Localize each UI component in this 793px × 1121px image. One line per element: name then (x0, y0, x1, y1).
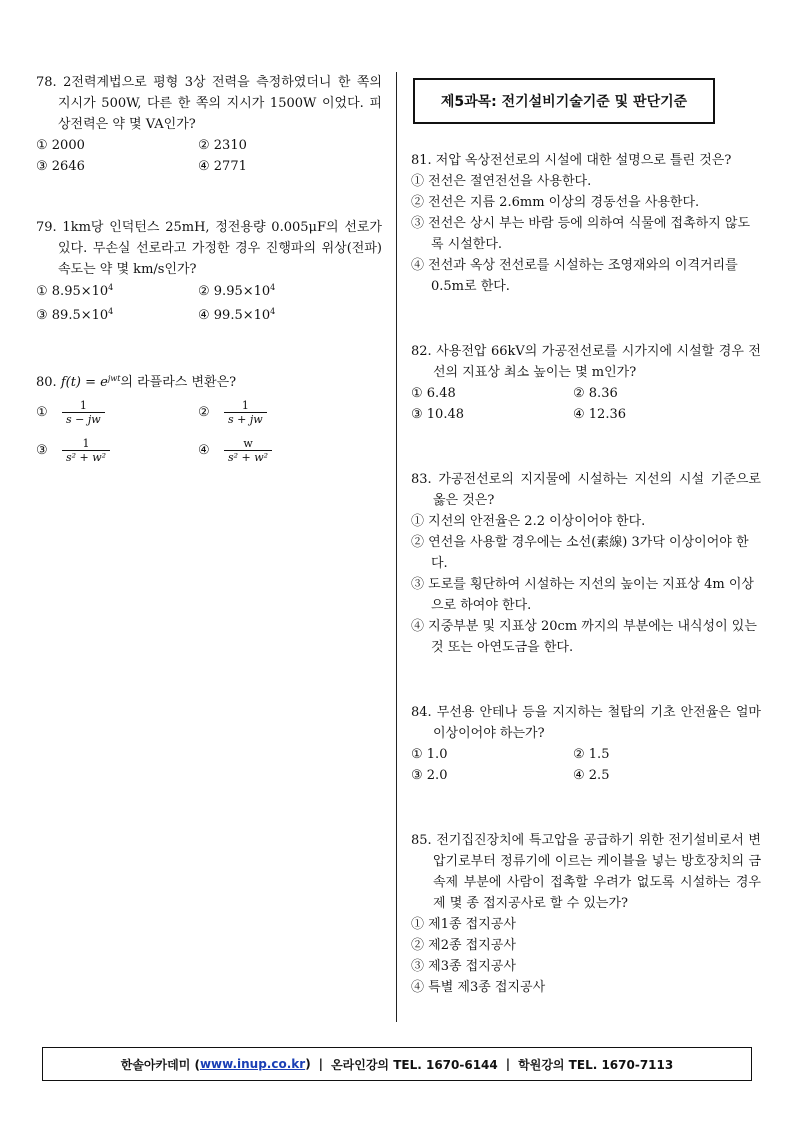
footer-online-phone: 온라인강의 TEL. 1670-6144 (331, 1057, 498, 1072)
question-78 (36, 72, 382, 177)
footer-separator: | (505, 1057, 511, 1071)
option[interactable]: ③ $89.5\times 10^4$ (36, 307, 114, 323)
question-81-options (411, 171, 761, 297)
question-79 (36, 217, 382, 328)
section-title: 제5과목: 전기설비기술기준 및 판단기준 (413, 78, 715, 124)
option[interactable]: ④ 특별 제3종 접지공사 (411, 980, 546, 995)
column-divider (396, 72, 397, 1022)
footer-academy: 한솔아카데미 ( (120, 1057, 200, 1072)
option[interactable]: ① 1.0 (411, 747, 448, 762)
question-84-options (411, 744, 761, 786)
option[interactable]: ③ 2646 (36, 159, 85, 174)
option[interactable]: ① 2000 (36, 138, 85, 153)
question-82-options (411, 383, 761, 425)
option[interactable]: ② 2310 (198, 138, 247, 153)
option[interactable]: ① 지선의 안전율은 2.2 이상이어야 한다. (411, 514, 646, 529)
option[interactable]: ① 전선은 절연전선을 사용한다. (411, 174, 592, 189)
option[interactable]: ② $\frac{1}{s + jw}$ (198, 393, 358, 431)
question-82-text: 82. 사용전압 66kV의 가공전선로를 시가지에 시설할 경우 전선의 지표상 최소 높이는 몇 m인가? (411, 344, 761, 380)
option[interactable]: ① 제1종 접지공사 (411, 917, 516, 932)
option[interactable]: ① $8.95\times 10^4$ (36, 283, 114, 299)
option[interactable]: ④ 2771 (198, 159, 247, 174)
footer-offline-phone: 학원강의 TEL. 1670-7113 (518, 1057, 674, 1072)
question-82 (411, 341, 761, 425)
question-78-text: 78. 2전력계법으로 평형 3상 전력을 측정하였더니 한 쪽의 지시가 500W, 다른 한 쪽의 지시가 1500W 이었다. 피상전력은 약 몇 VA인가? (36, 75, 382, 132)
question-84-text: 84. 무선용 안테나 등을 지지하는 철탑의 기초 안전율은 얼마 이상이어야 하는가? (411, 705, 761, 741)
question-80 (36, 372, 382, 469)
question-79-text: 79. 1km당 인덕턴스 25mH, 정전용량 0.005μF의 선로가 있다. 무손실 선로라고 가정한 경우 진행파의 위상(전파) 속도는 약 몇 km/s인가? (36, 220, 382, 277)
question-85-options (411, 914, 761, 998)
footer-url-link[interactable]: www.inup.co.kr (199, 1057, 306, 1071)
question-80-text: 80. $f(t) = e^{jwt}$의 라플라스 변환은? (36, 374, 237, 390)
question-83 (411, 469, 761, 658)
question-85 (411, 830, 761, 998)
option[interactable]: ③ 전선은 상시 부는 바람 등에 의하여 식물에 접촉하지 않도록 시설한다. (411, 216, 751, 252)
option[interactable]: ③ $\frac{1}{\text{s² + w²}}$ (36, 431, 198, 469)
right-column (411, 150, 761, 998)
option[interactable]: ③ 도로를 횡단하여 시설하는 지선의 높이는 지표상 4m 이상으로 하여야 한다. (411, 577, 754, 613)
question-84 (411, 702, 761, 786)
option[interactable]: ② 1.5 (573, 747, 610, 762)
option[interactable]: ② 연선을 사용할 경우에는 소선(素線) 3가닥 이상이어야 한다. (411, 535, 749, 571)
option[interactable]: ② 전선은 지름 2.6mm 이상의 경동선을 사용한다. (411, 195, 700, 210)
footer-separator: | (318, 1057, 324, 1071)
option[interactable]: ④ $\frac{w}{\text{s² + w²}}$ (198, 431, 358, 469)
question-81 (411, 150, 761, 297)
option[interactable]: ④ 12.36 (573, 407, 627, 422)
option[interactable]: ② $9.95\times 10^4$ (198, 283, 276, 299)
question-83-text: 83. 가공전선로의 지지물에 시설하는 지선의 시설 기준으로 옳은 것은? (411, 472, 761, 508)
option[interactable]: ① 6.48 (411, 386, 456, 401)
option[interactable]: ① $\frac{1}{s - jw}$ (36, 393, 198, 431)
question-81-text: 81. 저압 옥상전선로의 시설에 대한 설명으로 틀린 것은? (411, 153, 732, 168)
option[interactable]: ④ 지중부분 및 지표상 20cm 까지의 부분에는 내식성이 있는 것 또는 아연도금을 한다. (411, 619, 757, 655)
question-80-options (36, 393, 382, 469)
question-83-options (411, 511, 761, 658)
left-column (36, 72, 382, 469)
option[interactable]: ④ 전선과 옥상 전선로를 시설하는 조영재와의 이격거리를 0.5m로 한다. (411, 258, 738, 294)
question-78-options (36, 135, 382, 177)
option[interactable]: ④ 2.5 (573, 768, 610, 783)
footer-bar: 한솔아카데미 ( www.inup.co.kr ) | 온라인강의 TEL. 1670-6144 | 학원강의 TEL. 1670-7113 (42, 1047, 752, 1081)
option[interactable]: ③ 제3종 접지공사 (411, 959, 516, 974)
option[interactable]: ③ 10.48 (411, 407, 465, 422)
option[interactable]: ② 8.36 (573, 386, 618, 401)
option[interactable]: ④ $99.5\times 10^4$ (198, 307, 276, 323)
question-85-text: 85. 전기집진장치에 특고압을 공급하기 위한 전기설비로서 변압기로부터 정류기에 이르는 케이블을 넣는 방호장치의 금속제 부분에 사람이 접촉할 우려가 없도록 시설하는 경우 제 몇 종 접지공사로 할 수 있는가? (411, 833, 761, 911)
option[interactable]: ③ 2.0 (411, 768, 448, 783)
question-79-options (36, 280, 382, 328)
option[interactable]: ② 제2종 접지공사 (411, 938, 516, 953)
